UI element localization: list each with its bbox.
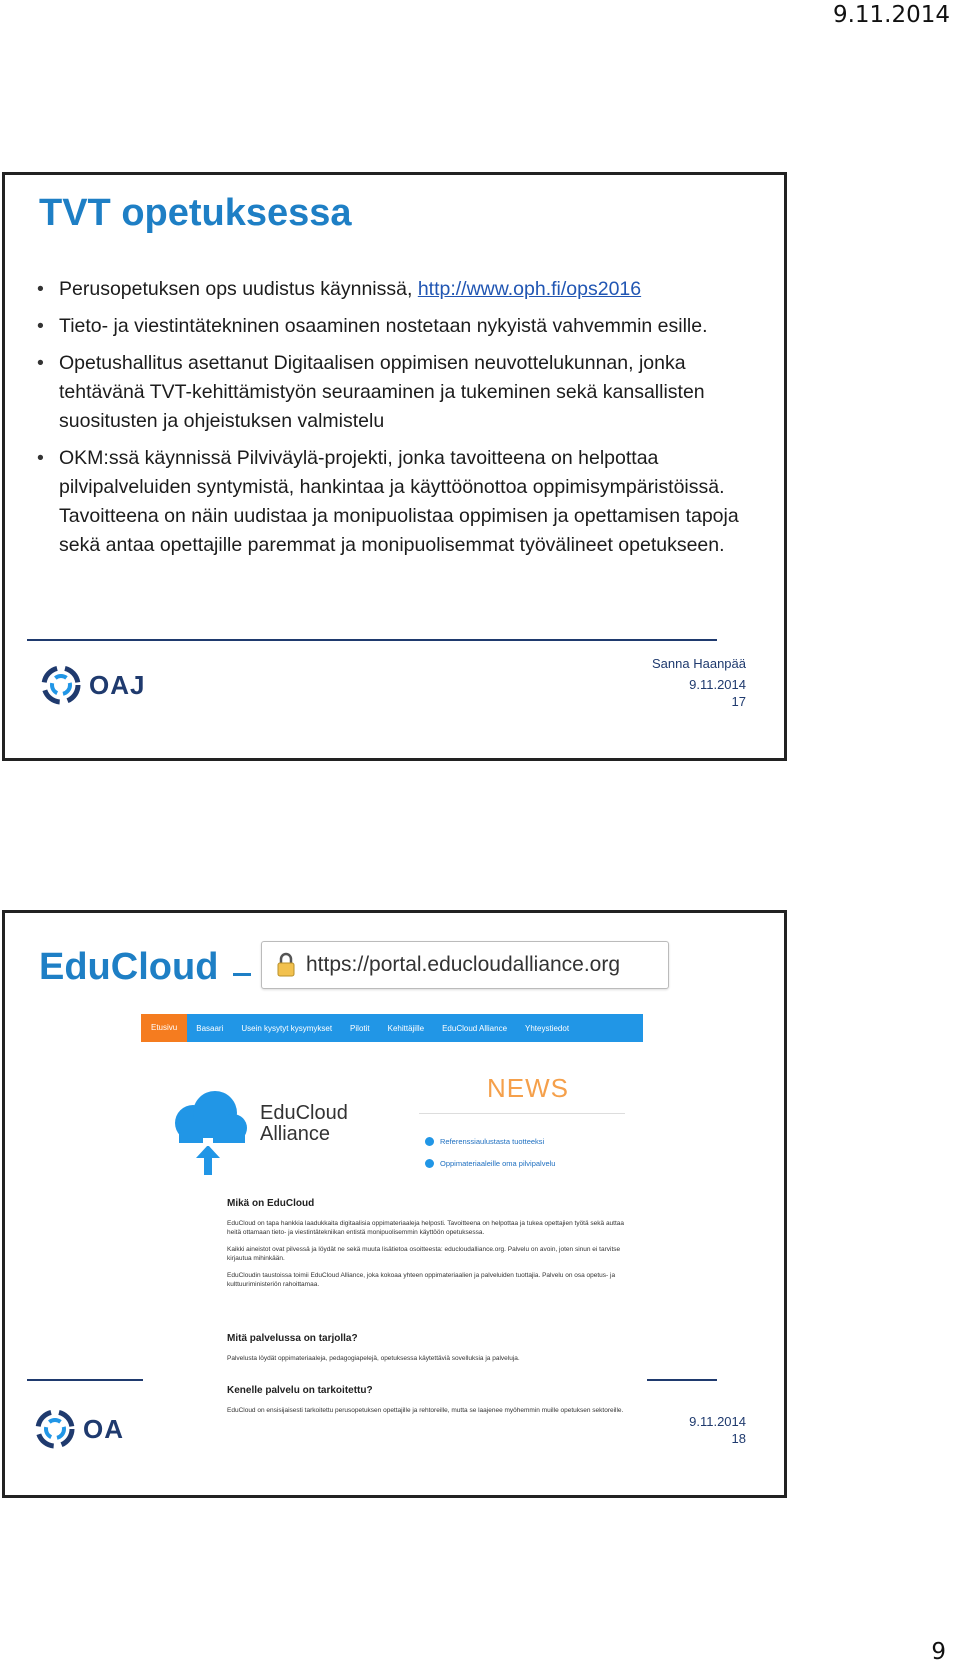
news-item: Oppimateriaaleille oma pilvipalvelu <box>425 1159 555 1168</box>
browser-url-bar <box>261 941 669 989</box>
nav-item: Basaari <box>196 1023 224 1033</box>
slide-date: 9.11.2014 <box>689 677 746 692</box>
site-nav <box>141 1014 643 1042</box>
lock-icon <box>276 952 296 978</box>
oaj-logo: OA <box>35 1409 124 1449</box>
slide-18 <box>2 910 787 1498</box>
bullet-item: • Tieto- ja viestintätekninen osaaminen nostetaan nykyistä vahvemmin esille. <box>35 312 755 341</box>
slide-title: TVT opetuksessa <box>39 192 352 234</box>
page-date: 9.11.2014 <box>832 2 950 28</box>
news-title: NEWS <box>487 1073 569 1103</box>
footer-info <box>689 1413 746 1447</box>
news-item: Referenssiaulustasta tuotteeksi <box>425 1137 544 1146</box>
info-section: Kenelle palvelu on tarkoitettu? EduCloud on ensisijaisesti tarkoitettu perusopetuksen opettajille ja rehtoreille, mutta se laajenee myöhemmin muille opetuksen sektoreille. <box>227 1385 627 1415</box>
ops2016-link[interactable]: http://www.oph.fi/ops2016 <box>417 278 642 300</box>
bullet-item: • Opetushallitus asettanut Digitaalisen oppimisen neuvottelukunnan, jonka tehtävänä TVT-kehittämistyön seuraaminen ja tukeminen sekä kansallisten suositusten ja ohjeistuksen valmistelu <box>35 349 755 436</box>
oaj-swirl-icon <box>35 1409 75 1449</box>
nav-item: Etusivu <box>141 1014 187 1042</box>
news-divider <box>419 1113 625 1114</box>
slide-number: 17 <box>731 694 746 709</box>
footer-divider-right <box>647 1379 717 1381</box>
bullet-item: • Perusopetuksen ops uudistus käynnissä, http://www.oph.fi/ops2016 <box>35 275 755 304</box>
oaj-swirl-icon <box>41 665 81 705</box>
footer-info <box>652 655 746 710</box>
educloud-brand: EduCloud Alliance <box>260 1102 348 1145</box>
slide-number: 18 <box>731 1431 746 1446</box>
page-number: 9 <box>931 1639 946 1665</box>
url-text: https://portal.educloudalliance.org <box>306 953 621 976</box>
title-dash <box>233 973 251 976</box>
bullet-list <box>35 275 755 568</box>
news-bullet-icon <box>425 1159 434 1168</box>
nav-item: Kehittäjille <box>387 1023 425 1033</box>
slide-date: 9.11.2014 <box>689 1414 746 1429</box>
section-heading: Mitä palvelussa on tarjolla? <box>227 1333 358 1344</box>
slide-17 <box>2 172 787 761</box>
oaj-logo: OAJ <box>41 665 145 705</box>
nav-item: EduCloud Alliance <box>442 1023 508 1033</box>
nav-item: Usein kysytyt kysymykset <box>241 1023 333 1033</box>
nav-item: Pilotit <box>350 1023 370 1033</box>
news-bullet-icon <box>425 1137 434 1146</box>
educloud-logo-icon <box>163 1083 253 1183</box>
slide-title: EduCloud <box>39 946 219 988</box>
author: Sanna Haanpää <box>652 656 746 671</box>
nav-item: Yhteystiedot <box>525 1023 570 1033</box>
bullet-item: • OKM:ssä käynnissä Pilviväylä-projekti, jonka tavoitteena on helpottaa pilvipalveluiden syntymistä, hankintaa ja käyttöönottoa oppimisympäristöissä. Tavoitteena on näin uudistaa ja monipuolistaa oppimisen ja opettamisen tapoja sekä antaa opettajille paremmat ja monipuolisemmat työvälineet opetukseen. <box>35 444 755 560</box>
section-heading: Kenelle palvelu on tarkoitettu? <box>227 1385 373 1396</box>
footer-divider <box>27 639 717 641</box>
info-section: Mitä palvelussa on tarjolla? Palvelusta löydät oppimateriaaleja, pedagogiapelejä, opetuksessa käytettäviä sovelluksia ja palveluja. <box>227 1333 627 1363</box>
info-section: Mikä on EduCloud EduCloud on tapa hankkia laadukkaita digitaalisia oppimateriaaleja helposti. Tavoitteena on helpottaa ja tukea opettajien työtä sekä auttaa heitä ottamaan tieto- ja viestintätekniikan entistä monipuolisemmin käyttöön opetuksessa. Kaikki aineistot ovat pilvessä ja löydät ne sekä muuta lisätietoa osoitteesta: educloudalliance.org. Palvelu on avoin, joten sinun ei tarvitse kirjautua mihinkään. EduCloudin taustoissa toimii EduCloud Alliance, joka kokoaa yhteen oppimateriaalien ja palveluiden tuottajia. Palvelu on osa opetus- ja kulttuuriministeriön rahoittamaa. <box>227 1198 627 1289</box>
section-heading: Mikä on EduCloud <box>227 1198 315 1209</box>
footer-divider-left <box>27 1379 143 1381</box>
